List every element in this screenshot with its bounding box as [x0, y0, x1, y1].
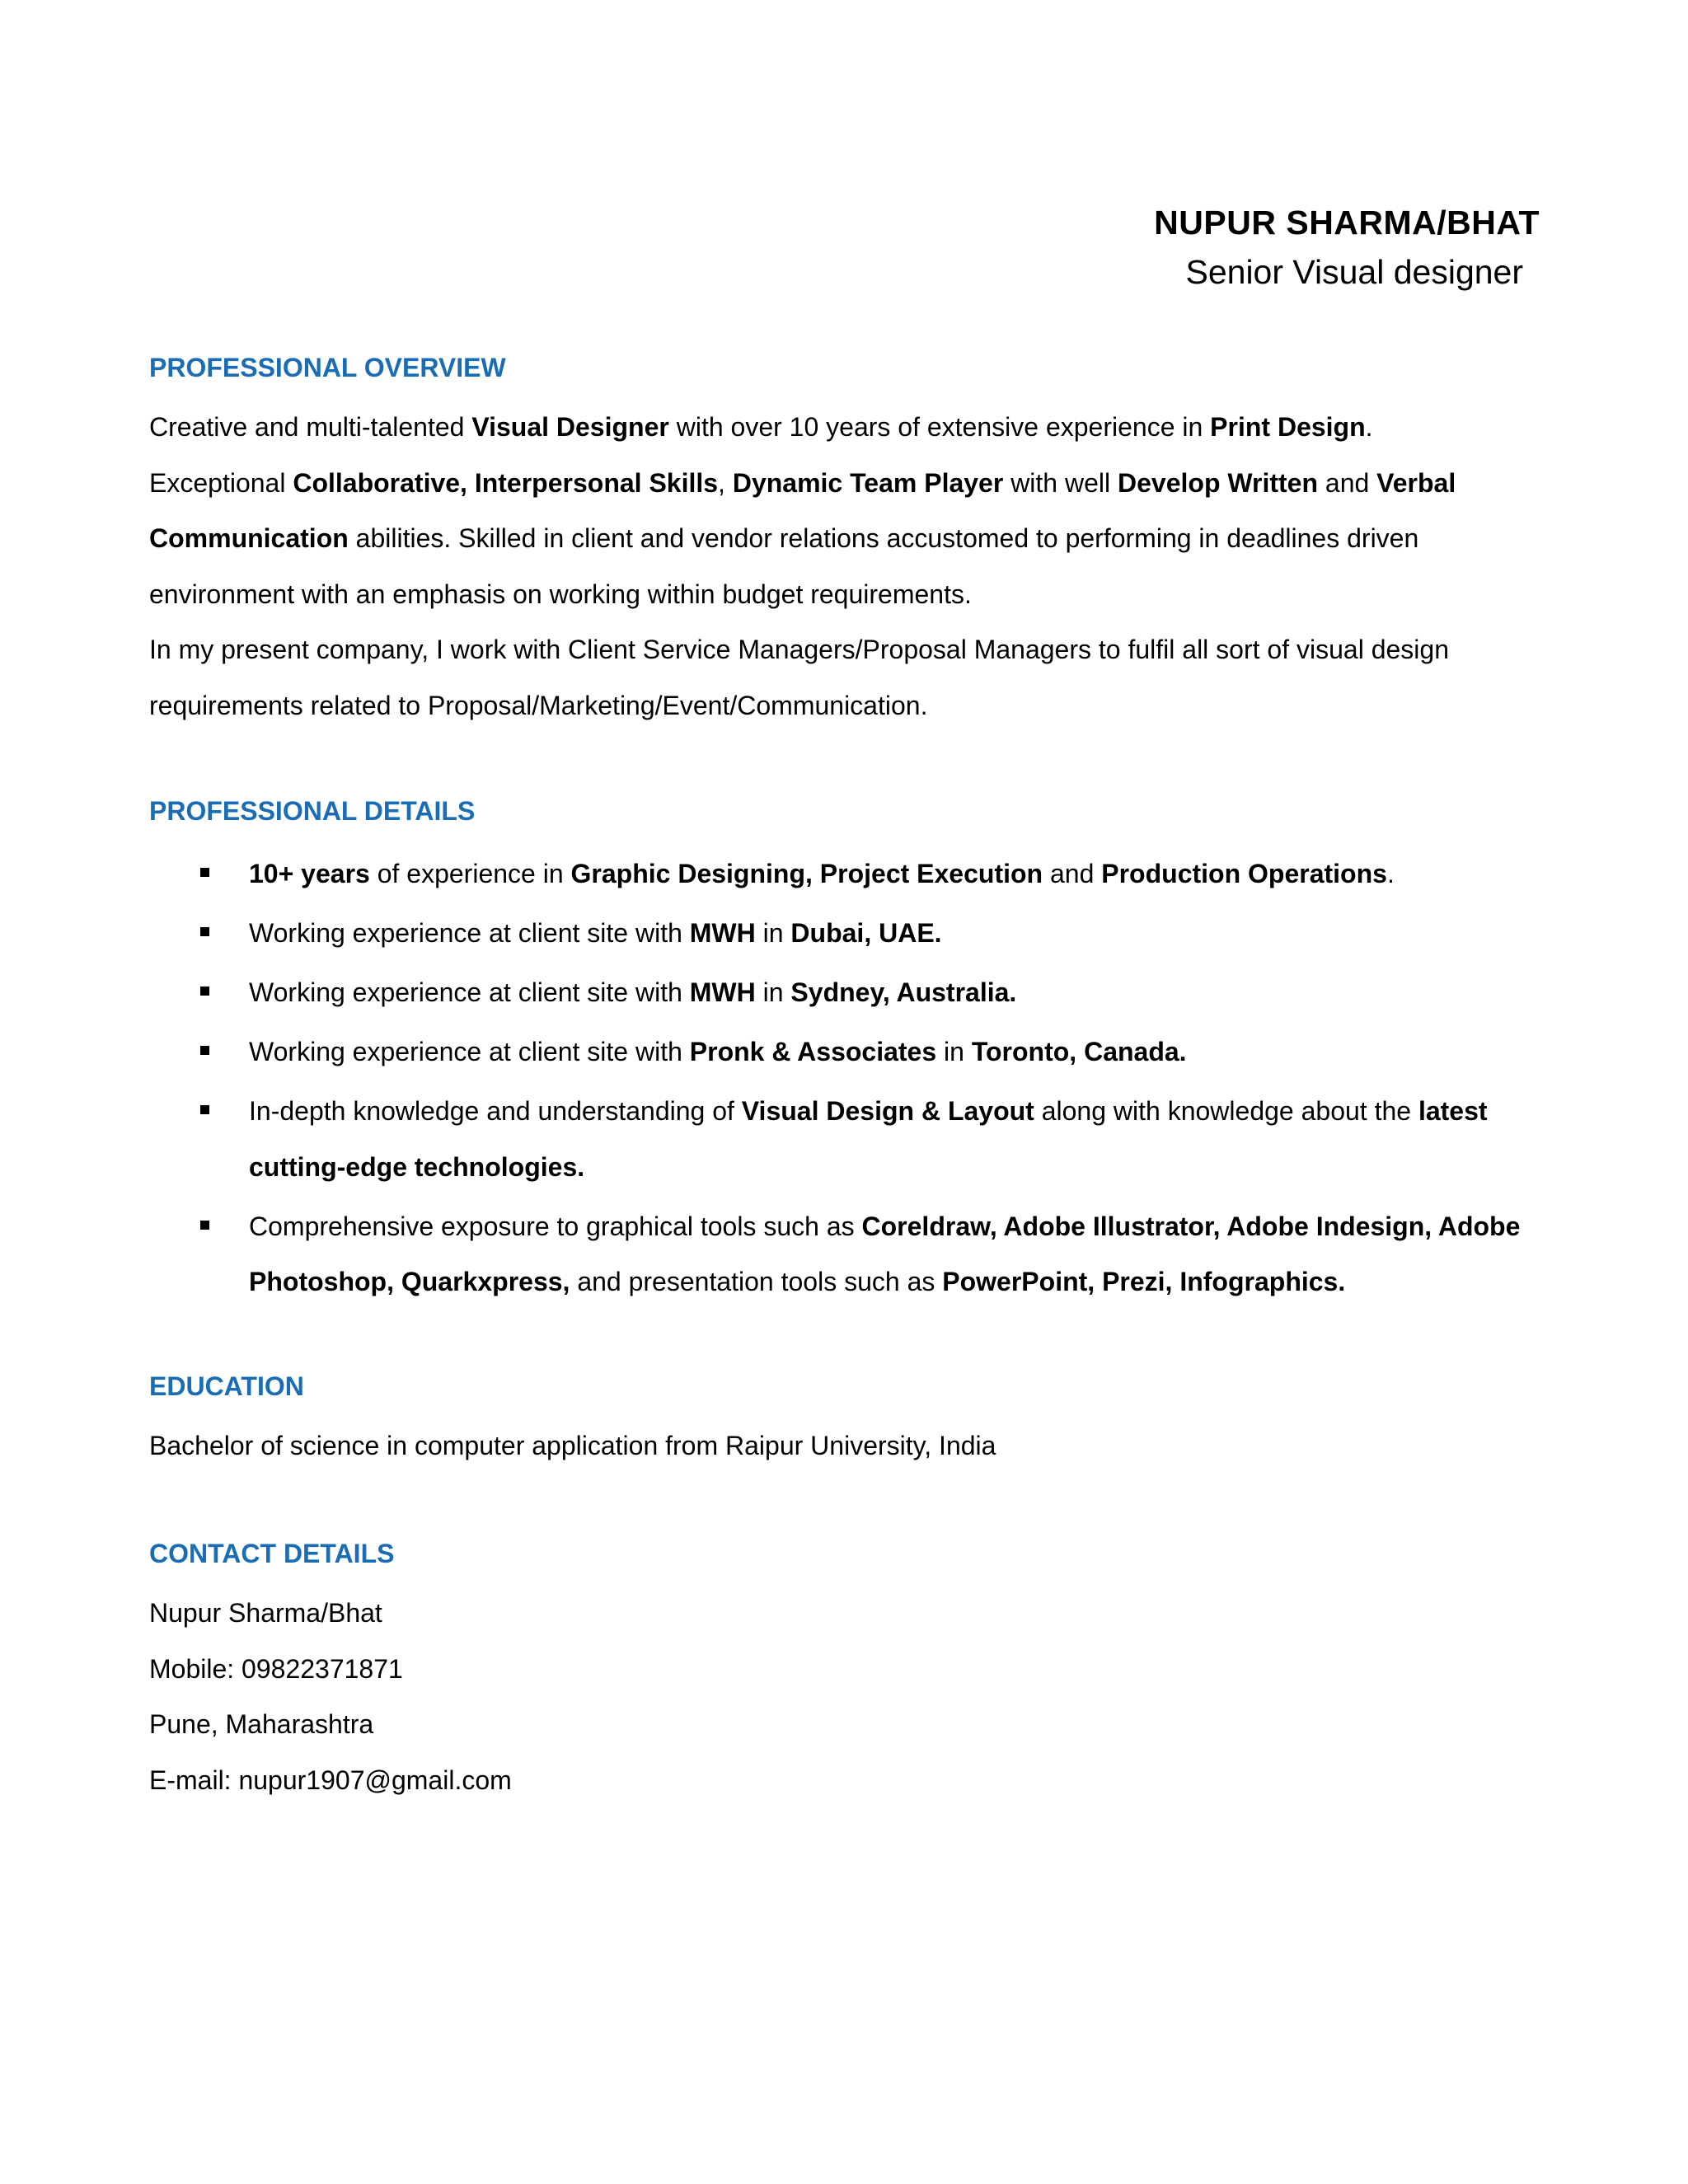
details-section: [149, 790, 1550, 1314]
details-heading: PROFESSIONAL DETAILS: [149, 796, 476, 826]
list-item: Comprehensive exposure to graphical tools such as Coreldraw, Adobe Illustrator, Adobe Indesign, Adobe Photoshop, Quarkxpress, and presentation tools such as PowerPoint, Prezi, Infographics.: [149, 1199, 1550, 1310]
candidate-name: NUPUR SHARMA/BHAT: [1154, 204, 1540, 241]
bullet-square-icon: [200, 868, 209, 877]
list-item: In-depth knowledge and understanding of Visual Design & Layout along with knowledge about the latest cutting-edge technologies.: [149, 1084, 1550, 1195]
overview-heading: PROFESSIONAL OVERVIEW: [149, 353, 506, 382]
bullet-square-icon: [200, 927, 209, 936]
overview-section: [149, 346, 1550, 733]
list-item: Working experience at client site with MWH in Sydney, Australia.: [149, 965, 1550, 1021]
bullet-square-icon: [200, 1046, 209, 1055]
education-section: [149, 1365, 1550, 1474]
list-item: 10+ years of experience in Graphic Designing, Project Execution and Production Operations.: [149, 846, 1550, 902]
overview-paragraph-2: In my present company, I work with Client Service Managers/Proposal Managers to fulfil all sort of visual design requirements related to Proposal/Marketing/Event/Communication.: [149, 635, 1449, 720]
candidate-title: Senior Visual designer: [1185, 253, 1523, 291]
contact-section: [149, 1532, 1550, 1808]
list-item: Working experience at client site with Pronk & Associates in Toronto, Canada.: [149, 1024, 1550, 1080]
list-item: Working experience at client site with MWH in Dubai, UAE.: [149, 906, 1550, 962]
contact-mobile: Mobile: 09822371871: [149, 1653, 403, 1684]
overview-paragraph-1: Creative and multi-talented Visual Designer with over 10 years of extensive experience in Print Design. Exceptional Collaborative, Interpersonal Skills, Dynamic Team Player with well Develop Written and Verbal Communication abilities. Skilled in client and vendor relations accustomed to performing in deadlines driven environment with an emphasis on working within budget requirements.: [149, 412, 1456, 609]
contact-name: Nupur Sharma/Bhat: [149, 1598, 382, 1628]
bullet-square-icon: [200, 987, 209, 996]
bullet-square-icon: [200, 1221, 209, 1230]
resume-header: [907, 198, 1540, 297]
details-list: [149, 846, 1550, 1310]
contact-location: Pune, Maharashtra: [149, 1709, 374, 1739]
bullet-square-icon: [200, 1105, 209, 1114]
contact-heading: CONTACT DETAILS: [149, 1539, 395, 1568]
contact-email: E-mail: nupur1907@gmail.com: [149, 1765, 512, 1795]
education-text: Bachelor of science in computer application from Raipur University, India: [149, 1431, 996, 1460]
education-heading: EDUCATION: [149, 1371, 304, 1401]
